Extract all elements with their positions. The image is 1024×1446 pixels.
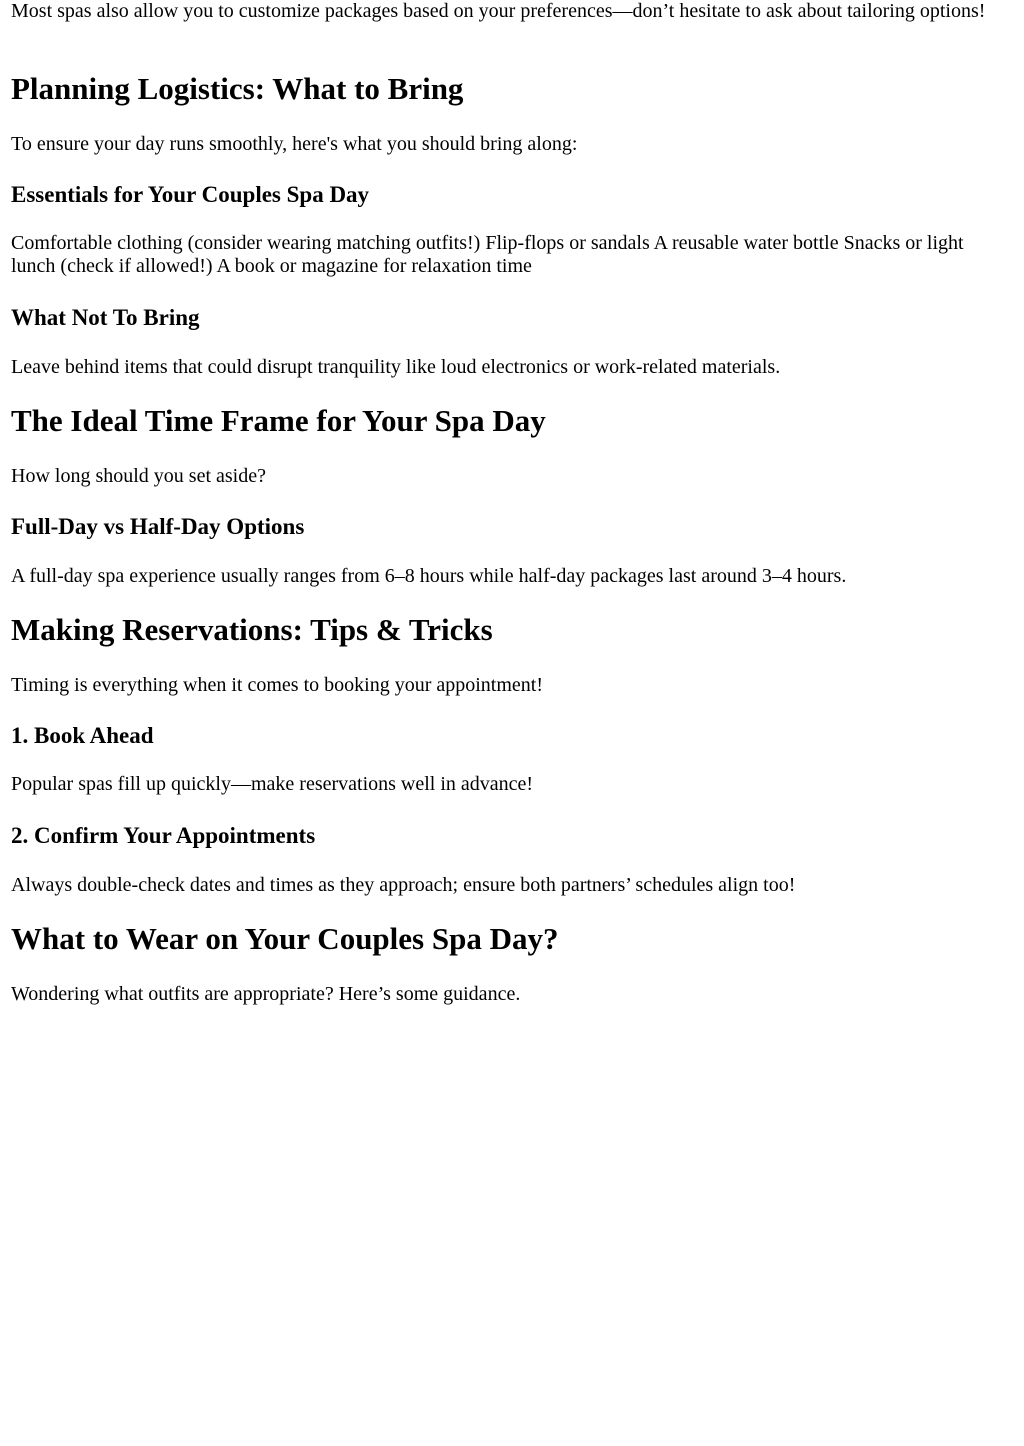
subheading-confirm-appointments: 2. Confirm Your Appointments [11,823,316,848]
what-not-to-bring-paragraph: Leave behind items that could disrupt tranquility like loud electronics or work-related materials. [11,356,781,378]
planning-intro-paragraph: To ensure your day runs smoothly, here's what you should bring along: [11,133,578,155]
essentials-paragraph: Comfortable clothing (consider wearing matching outfits!) Flip-flops or sandals A reusable water bottle Snacks or light lunch (check if allowed!) A book or magazine for relaxation time [11,232,964,277]
section-heading-making-reservations: Making Reservations: Tips & Tricks [11,612,493,647]
reservations-intro-paragraph: Timing is everything when it comes to booking your appointment! [11,674,543,696]
section-heading-what-to-wear: What to Wear on Your Couples Spa Day? [11,921,559,956]
time-frame-intro-paragraph: How long should you set aside? [11,465,266,487]
what-to-wear-intro-paragraph: Wondering what outfits are appropriate? Here’s some guidance. [11,983,521,1005]
section-heading-planning-logistics: Planning Logistics: What to Bring [11,71,464,106]
subheading-full-day-vs-half-day: Full-Day vs Half-Day Options [11,514,305,539]
book-ahead-paragraph: Popular spas fill up quickly—make reservations well in advance! [11,773,534,795]
full-day-vs-half-day-paragraph: A full-day spa experience usually ranges from 6–8 hours while half-day packages last around 3–4 hours. [11,565,847,587]
subheading-essentials: Essentials for Your Couples Spa Day [11,182,370,207]
section-heading-ideal-time-frame: The Ideal Time Frame for Your Spa Day [11,403,546,438]
subheading-book-ahead: 1. Book Ahead [11,723,154,748]
confirm-appointments-paragraph: Always double-check dates and times as they approach; ensure both partners’ schedules align too! [11,874,796,896]
intro-paragraph: Most spas also allow you to customize packages based on your preferences—don’t hesitate to ask about tailoring options! [11,0,986,22]
subheading-what-not-to-bring: What Not To Bring [11,305,200,330]
